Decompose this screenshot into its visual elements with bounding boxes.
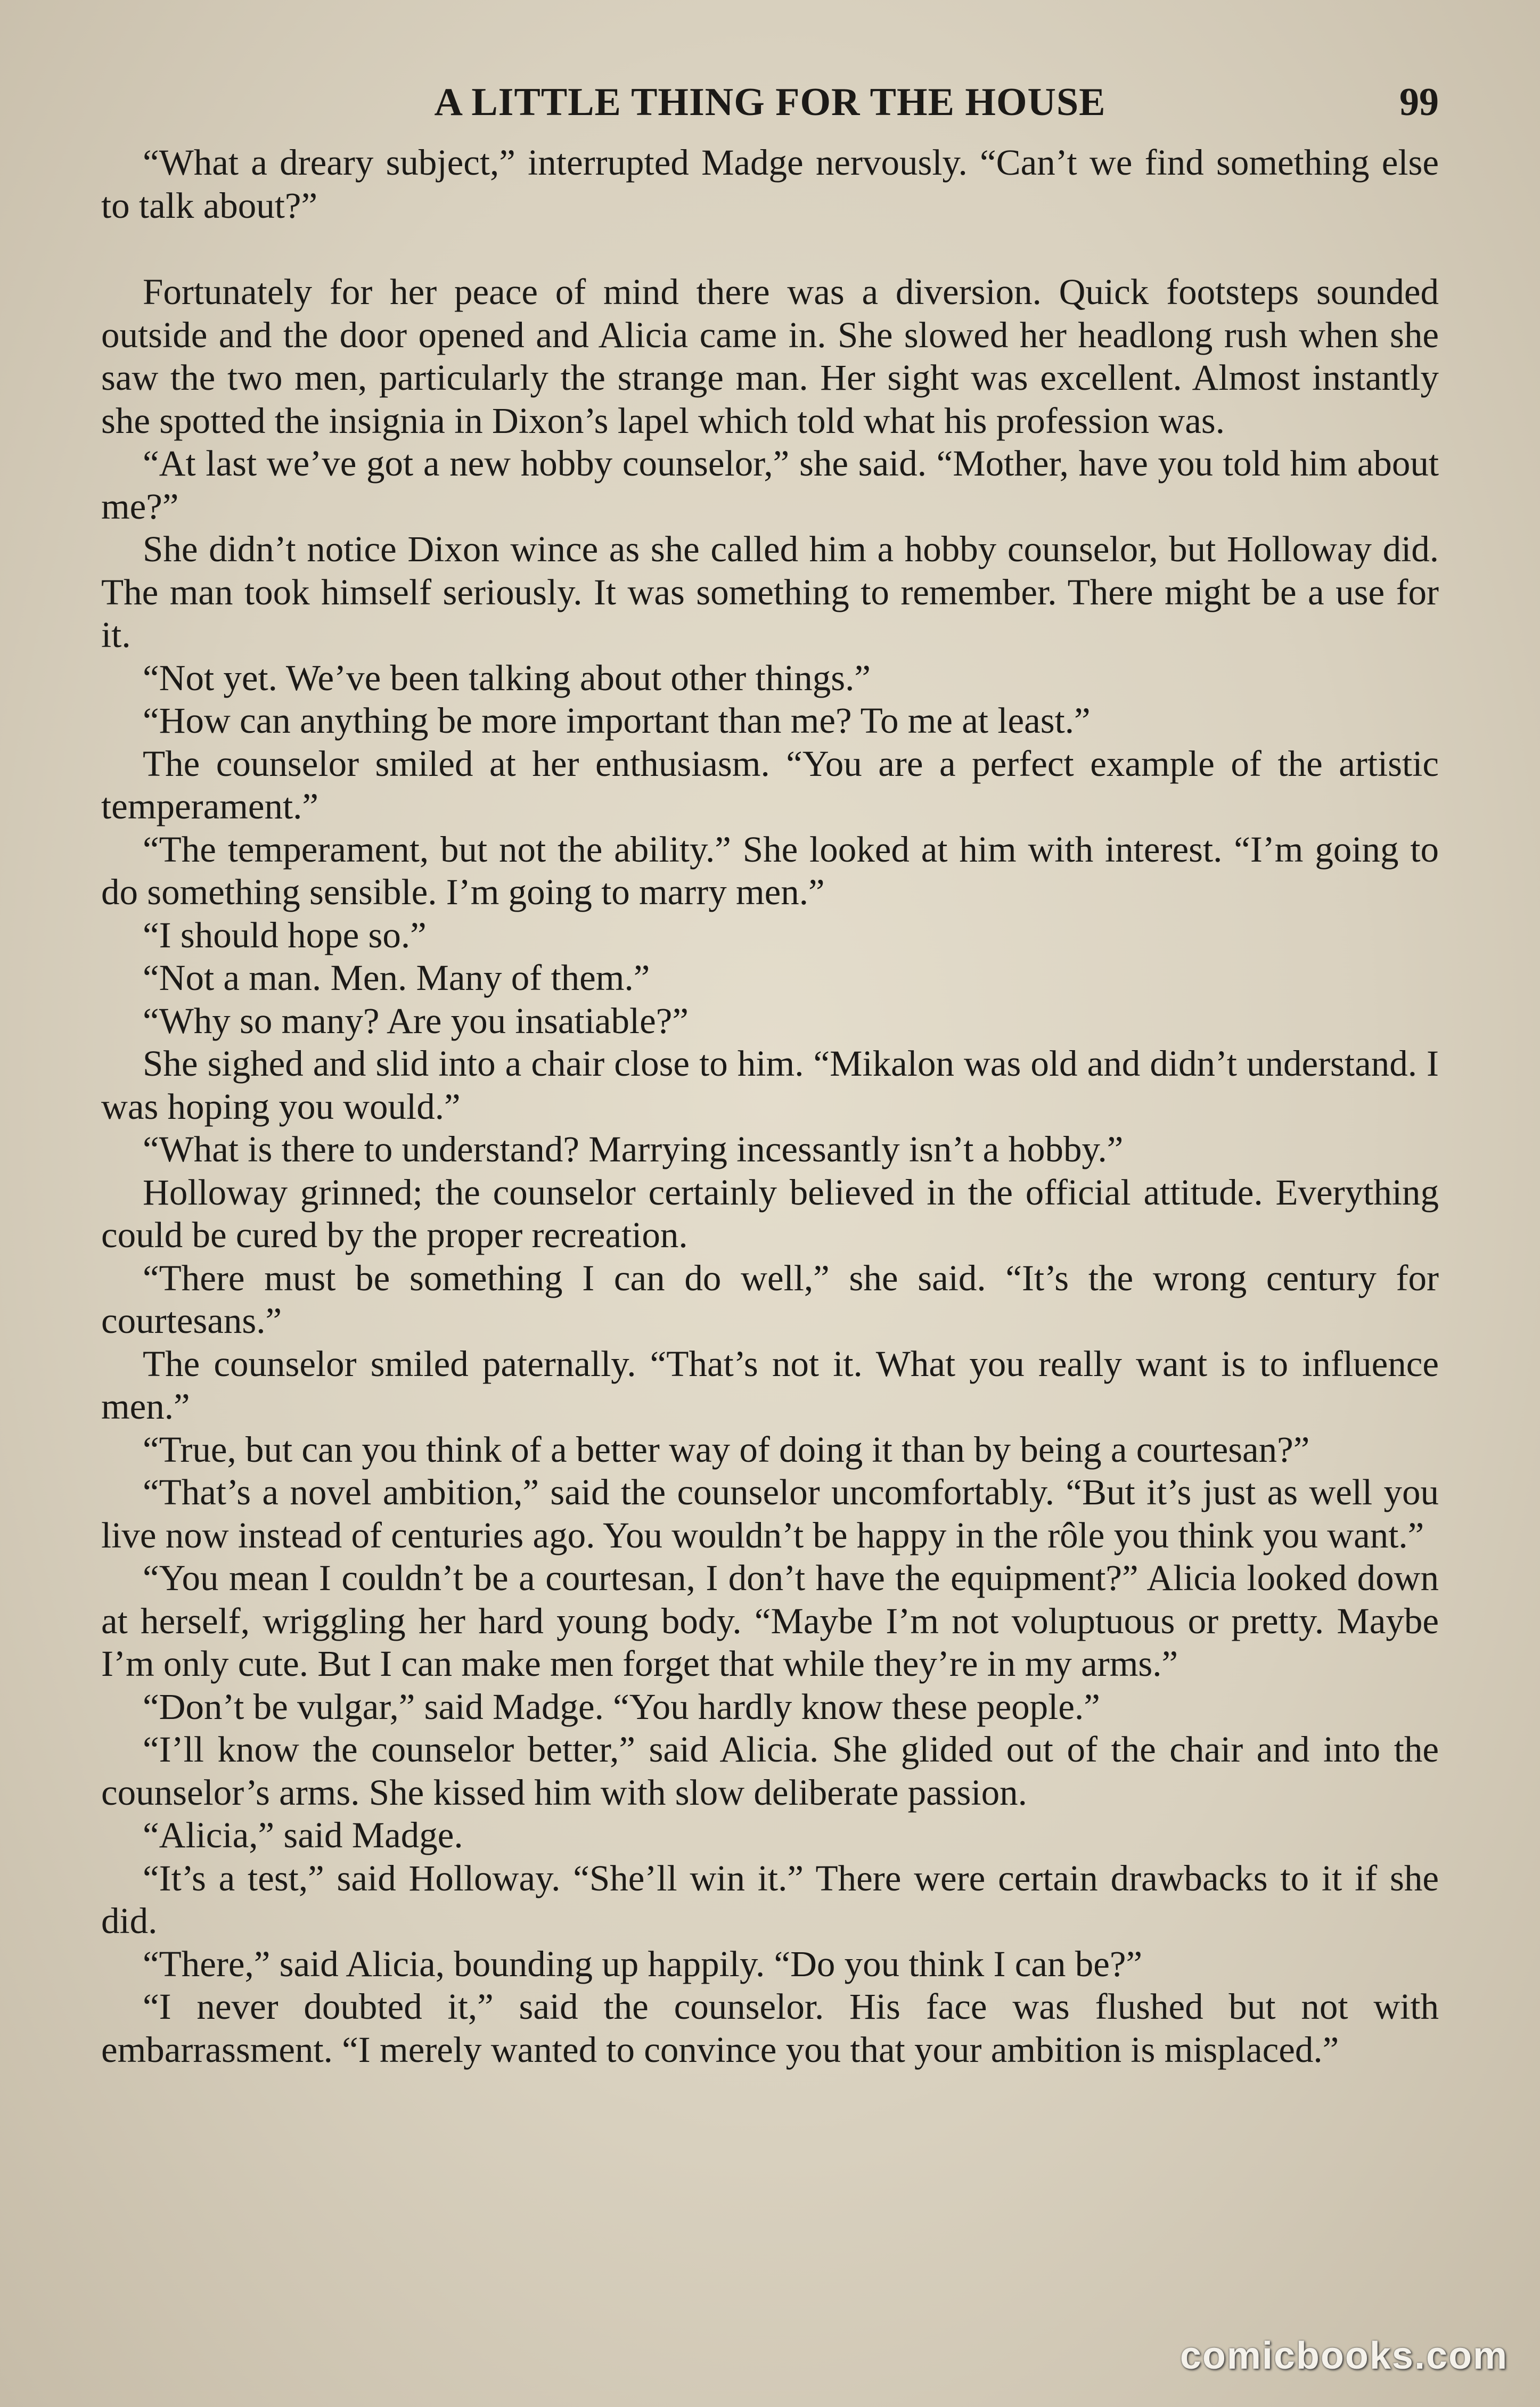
paragraph: “What a dreary subject,” interrupted Madge nervously. “Can’t we find something else to talk about?” — [101, 142, 1439, 226]
paragraph: “I should hope so.” — [143, 914, 427, 955]
paragraph: She didn’t notice Dixon wince as she called him a hobby counselor, but Holloway did. The man took himself seriously. It was something to remember. There might be a use for it. — [101, 529, 1439, 655]
paragraph: “Don’t be vulgar,” said Madge. “You hardly know these people.” — [143, 1686, 1100, 1727]
paragraph: Fortunately for her peace of mind there was a diversion. Quick footsteps sounded outside and the door opened and Alicia came in. She slowed her headlong rush when she saw the two men, particularly the strange man. Her sight was excellent. Almost instantly she spotted the insignia in Dixon’s lapel which told what his profession was. — [101, 272, 1439, 441]
paragraph: “Alicia,” said Madge. — [143, 1815, 463, 1855]
page-header — [101, 80, 1439, 128]
body-text — [101, 141, 1439, 2071]
site-watermark: comicbooks.com — [1179, 2335, 1508, 2377]
running-head: A LITTLE THING FOR THE HOUSE — [434, 80, 1106, 124]
paragraph: “I’ll know the counselor better,” said Alicia. She glided out of the chair and into the counselor’s arms. She kissed him with slow deliberate passion. — [101, 1729, 1439, 1813]
paragraph: “Not yet. We’ve been talking about other things.” — [143, 657, 871, 698]
paragraph: “True, but can you think of a better way of doing it than by being a courtesan?” — [143, 1429, 1310, 1470]
paragraph: “It’s a test,” said Holloway. “She’ll win it.” There were certain drawbacks to it if she did. — [101, 1857, 1439, 1941]
paragraph: “There must be something I can do well,” she said. “It’s the wrong century for courtesans.” — [101, 1257, 1439, 1341]
paragraph: “There,” said Alicia, bounding up happily. “Do you think I can be?” — [143, 1943, 1143, 1984]
paragraph: She sighed and slid into a chair close to him. “Mikalon was old and didn’t understand. I was hoping you would.” — [101, 1043, 1439, 1127]
paragraph: “Why so many? Are you insatiable?” — [143, 1000, 689, 1041]
paragraph: “At last we’ve got a new hobby counselor,” she said. “Mother, have you told him about me?” — [101, 443, 1439, 527]
paragraph: “The temperament, but not the ability.” She looked at him with interest. “I’m going to do something sensible. I’m going to marry men.” — [101, 829, 1439, 912]
paragraph: Holloway grinned; the counselor certainly believed in the official attitude. Everything could be cured by the proper recreation. — [101, 1172, 1439, 1255]
paragraph: “You mean I couldn’t be a courtesan, I don’t have the equipment?” Alicia looked down at herself, wriggling her hard young body. “Maybe I’m not voluptuous or pretty. Maybe I’m only cute. But I can make men forget that while they’re in my arms.” — [101, 1558, 1439, 1684]
paragraph: “That’s a novel ambition,” said the counselor uncomfortably. “But it’s just as well you live now instead of centuries ago. You wouldn’t be happy in the rôle you think you want.” — [101, 1472, 1439, 1555]
paragraph: “How can anything be more important than me? To me at least.” — [143, 700, 1091, 741]
paragraph: “What is there to understand? Marrying incessantly isn’t a hobby.” — [143, 1129, 1124, 1169]
paragraph: The counselor smiled paternally. “That’s not it. What you really want is to influence men.” — [101, 1343, 1439, 1427]
page-number: 99 — [1399, 80, 1439, 124]
paragraph: “Not a man. Men. Many of them.” — [143, 957, 650, 998]
paragraph: “I never doubted it,” said the counselor. His face was flushed but not with embarrassment. “I merely wanted to convince you that your ambition is misplaced.” — [101, 1986, 1439, 2070]
paragraph: The counselor smiled at her enthusiasm. “You are a perfect example of the artistic temperament.” — [101, 743, 1439, 826]
